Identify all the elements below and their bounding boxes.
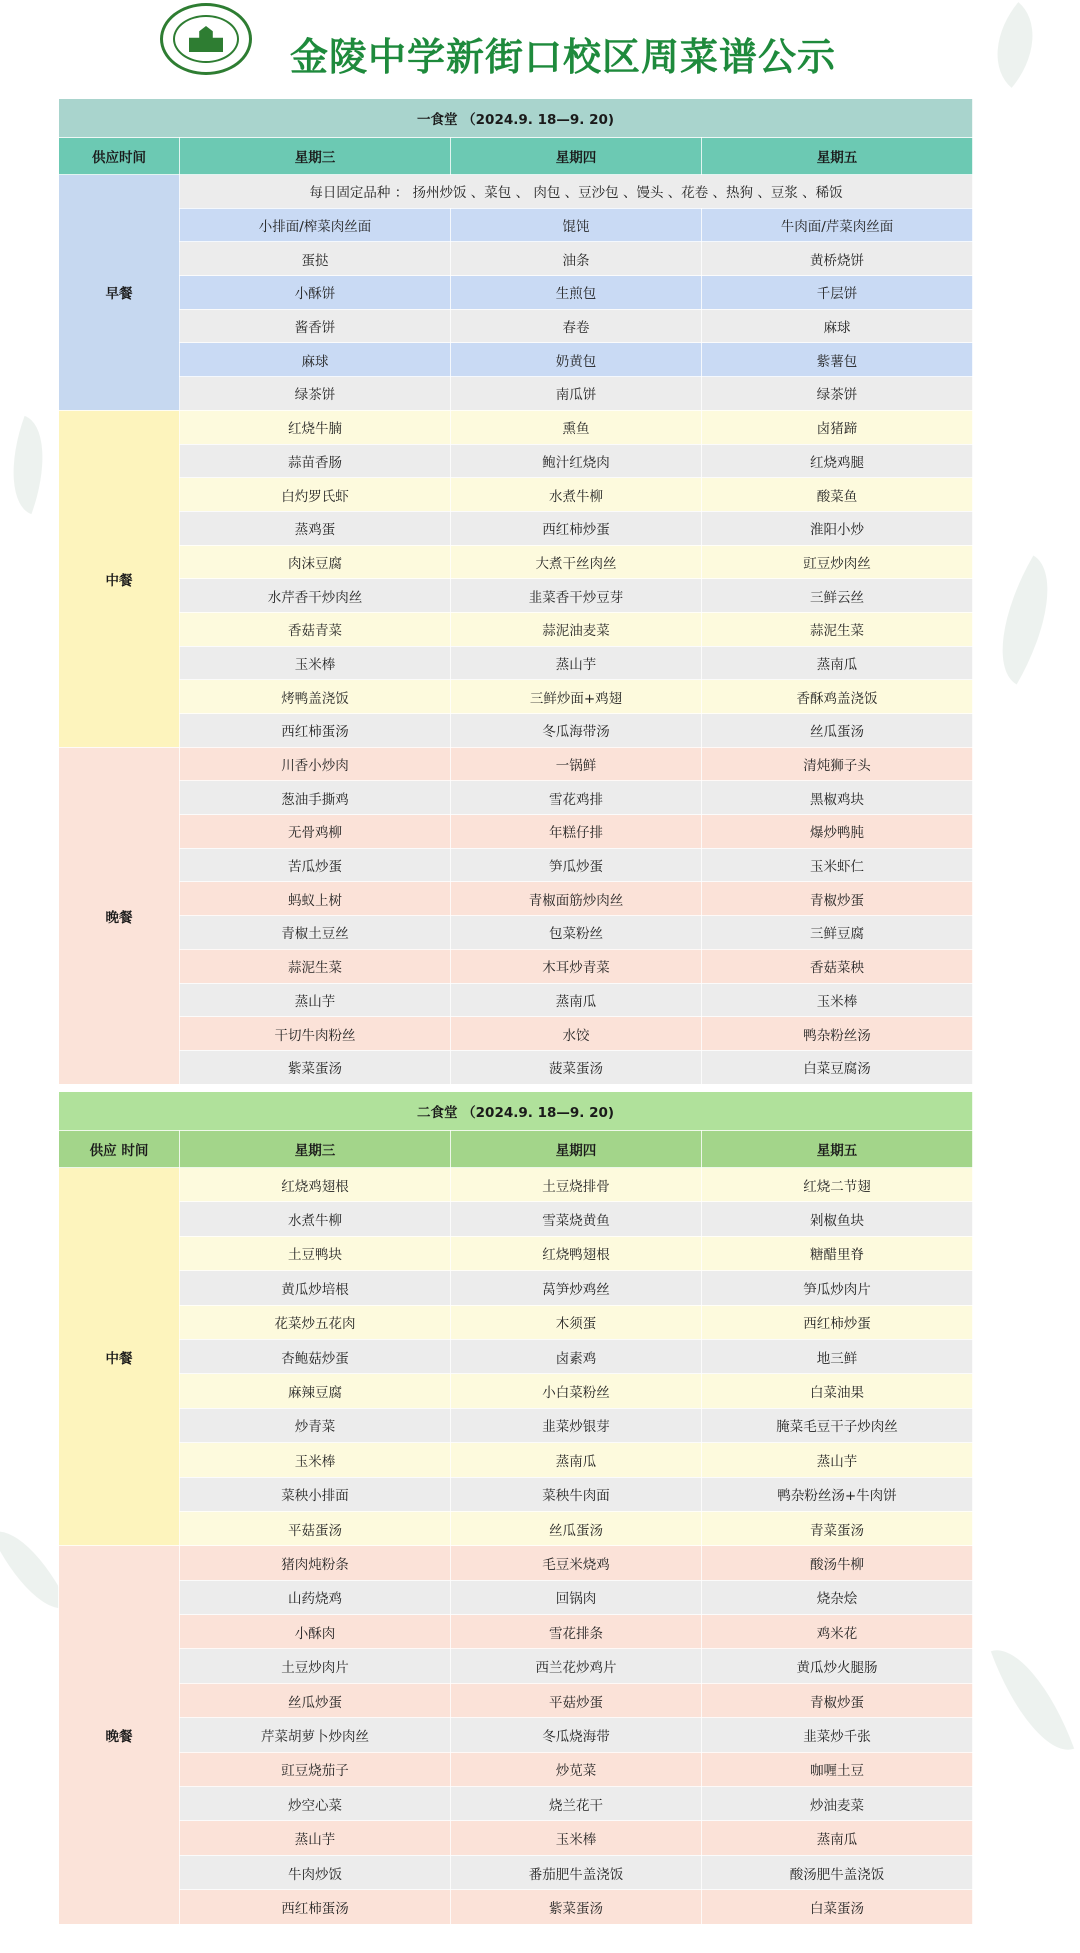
dish-cell: 韭菜香干炒豆芽 — [451, 579, 702, 613]
dish-cell: 香酥鸡盖浇饭 — [702, 680, 973, 714]
dish-cell: 蚂蚁上树 — [180, 882, 451, 916]
dish-cell: 山药烧鸡 — [180, 1580, 451, 1614]
menu-row — [59, 714, 973, 748]
dish-cell: 冬瓜海带汤 — [451, 714, 702, 748]
dish-cell: 紫菜蛋汤 — [451, 1890, 702, 1924]
leaf-decoration — [973, 556, 1076, 685]
leaf-decoration — [0, 416, 62, 514]
menu-row — [59, 983, 973, 1017]
dish-cell: 西红柿蛋汤 — [180, 714, 451, 748]
building-icon — [189, 26, 223, 52]
dish-cell: 卤猪蹄 — [702, 410, 973, 444]
dish-cell: 鲍汁红烧肉 — [451, 444, 702, 478]
dinner-label: 晚餐 — [59, 747, 180, 1084]
dish-cell: 杏鲍菇炒蛋 — [180, 1339, 451, 1373]
hall-title-row — [59, 1092, 973, 1131]
dish-cell: 雪菜烧黄鱼 — [451, 1202, 702, 1236]
dish-cell: 红烧二节翅 — [702, 1168, 973, 1202]
dish-cell: 白灼罗氏虾 — [180, 478, 451, 512]
dish-cell: 绿茶饼 — [180, 377, 451, 411]
menu-row — [59, 1855, 973, 1889]
dish-cell: 木须蛋 — [451, 1305, 702, 1339]
menu-row — [59, 242, 973, 276]
dish-cell: 西红柿蛋汤 — [180, 1890, 451, 1924]
dish-cell: 黑椒鸡块 — [702, 781, 973, 815]
dish-cell: 蒜苗香肠 — [180, 444, 451, 478]
menu-row — [59, 579, 973, 613]
dish-cell: 蒸南瓜 — [451, 983, 702, 1017]
menu-row — [59, 410, 973, 444]
dish-cell: 平菇炒蛋 — [451, 1683, 702, 1717]
dish-cell: 水煮牛柳 — [180, 1202, 451, 1236]
lunch-label: 中餐 — [59, 1168, 180, 1546]
dish-cell: 猪肉炖粉条 — [180, 1546, 451, 1580]
dish-cell: 酸菜鱼 — [702, 478, 973, 512]
dish-cell: 烧兰花干 — [451, 1787, 702, 1821]
dish-cell: 蒸南瓜 — [702, 1821, 973, 1855]
dish-cell: 干切牛肉粉丝 — [180, 1017, 451, 1051]
dish-cell: 麻球 — [180, 343, 451, 377]
dish-cell: 菜秧牛肉面 — [451, 1477, 702, 1511]
dish-cell: 花菜炒五花肉 — [180, 1305, 451, 1339]
dish-cell: 小酥肉 — [180, 1615, 451, 1649]
dish-cell: 卤素鸡 — [451, 1339, 702, 1373]
dish-cell: 大煮干丝肉丝 — [451, 545, 702, 579]
dish-cell: 土豆烧排骨 — [451, 1168, 702, 1202]
dish-cell: 川香小炒肉 — [180, 747, 451, 781]
dish-cell: 蒸山芋 — [702, 1443, 973, 1477]
dish-cell: 烧杂烩 — [702, 1580, 973, 1614]
dish-cell: 蒸南瓜 — [451, 1443, 702, 1477]
dish-cell: 蛋挞 — [180, 242, 451, 276]
menu-row — [59, 1339, 973, 1373]
menu-row — [59, 1580, 973, 1614]
menu-row — [59, 848, 973, 882]
hall-title: 二食堂 （2024.9. 18—9. 20) — [59, 1092, 973, 1131]
menu-row — [59, 949, 973, 983]
menu-row — [59, 1017, 973, 1051]
dish-cell: 蒜泥生菜 — [180, 949, 451, 983]
dish-cell: 青菜蛋汤 — [702, 1511, 973, 1545]
dish-cell: 麻辣豆腐 — [180, 1374, 451, 1408]
dish-cell: 玉米棒 — [180, 646, 451, 680]
dish-cell: 酸汤牛柳 — [702, 1546, 973, 1580]
dish-cell: 剁椒鱼块 — [702, 1202, 973, 1236]
dish-cell: 木耳炒青菜 — [451, 949, 702, 983]
dish-cell: 绿茶饼 — [702, 377, 973, 411]
dish-cell: 芹菜胡萝卜炒肉丝 — [180, 1718, 451, 1752]
dish-cell: 白菜蛋汤 — [702, 1890, 973, 1924]
dish-cell: 豇豆烧茄子 — [180, 1752, 451, 1786]
dish-cell: 番茄肥牛盖浇饭 — [451, 1855, 702, 1889]
dish-cell: 冬瓜烧海带 — [451, 1718, 702, 1752]
dish-cell: 回锅肉 — [451, 1580, 702, 1614]
dish-cell: 鸡米花 — [702, 1615, 973, 1649]
menu-row — [59, 1615, 973, 1649]
menu-row — [59, 1374, 973, 1408]
menu-row — [59, 680, 973, 714]
dish-cell: 春卷 — [451, 309, 702, 343]
dish-cell: 包菜粉丝 — [451, 916, 702, 950]
hall1-menu-table — [58, 98, 973, 1085]
menu-row — [59, 343, 973, 377]
time-column-header: 供应时间 — [59, 138, 180, 175]
menu-row — [59, 1305, 973, 1339]
dish-cell: 黄桥烧饼 — [702, 242, 973, 276]
dish-cell: 苦瓜炒蛋 — [180, 848, 451, 882]
dish-cell: 紫薯包 — [702, 343, 973, 377]
menu-row — [59, 815, 973, 849]
menu-row — [59, 478, 973, 512]
menu-row — [59, 1443, 973, 1477]
menu-row — [59, 1168, 973, 1202]
dish-cell: 玉米棒 — [451, 1821, 702, 1855]
menu-row — [59, 276, 973, 310]
dish-cell: 一锅鲜 — [451, 747, 702, 781]
menu-row — [59, 1821, 973, 1855]
dish-cell: 平菇蛋汤 — [180, 1511, 451, 1545]
menu-row — [59, 916, 973, 950]
menu-row — [59, 1408, 973, 1442]
page-title: 金陵中学新街口校区周菜谱公示 — [290, 35, 837, 79]
menu-row — [59, 1236, 973, 1270]
dish-cell: 酸汤肥牛盖浇饭 — [702, 1855, 973, 1889]
fixed-items-text: 每日固定品种 ： 扬州炒饭 、菜包 、 肉包 、豆沙包 、馒头 、花卷 、热狗 、豆浆 、稀饭 — [180, 175, 973, 209]
menu-row — [59, 1511, 973, 1545]
dish-cell: 莴笋炒鸡丝 — [451, 1271, 702, 1305]
menu-row — [59, 747, 973, 781]
dish-cell: 炒油麦菜 — [702, 1787, 973, 1821]
dish-cell: 雪花排条 — [451, 1615, 702, 1649]
menu-row — [59, 612, 973, 646]
dish-cell: 三鲜云丝 — [702, 579, 973, 613]
dish-cell: 黄瓜炒火腿肠 — [702, 1649, 973, 1683]
menu-row — [59, 1649, 973, 1683]
menu-row — [59, 208, 973, 242]
dish-cell: 生煎包 — [451, 276, 702, 310]
dish-cell: 牛肉炒饭 — [180, 1855, 451, 1889]
day-column-header: 星期四 — [451, 138, 702, 175]
dish-cell: 土豆鸭块 — [180, 1236, 451, 1270]
dish-cell: 蒸鸡蛋 — [180, 511, 451, 545]
dish-cell: 南瓜饼 — [451, 377, 702, 411]
menu-row — [59, 1718, 973, 1752]
dish-cell: 无骨鸡柳 — [180, 815, 451, 849]
dish-cell: 奶黄包 — [451, 343, 702, 377]
dish-cell: 腌菜毛豆干子炒肉丝 — [702, 1408, 973, 1442]
lunch-label: 中餐 — [59, 410, 180, 747]
dish-cell: 白菜油果 — [702, 1374, 973, 1408]
dish-cell: 土豆炒肉片 — [180, 1649, 451, 1683]
dish-cell: 白菜豆腐汤 — [702, 1050, 973, 1084]
dish-cell: 玉米虾仁 — [702, 848, 973, 882]
dish-cell: 青椒炒蛋 — [702, 1683, 973, 1717]
hall-title-row — [59, 99, 973, 138]
dish-cell: 炒空心菜 — [180, 1787, 451, 1821]
dish-cell: 笋瓜炒蛋 — [451, 848, 702, 882]
dish-cell: 西红柿炒蛋 — [702, 1305, 973, 1339]
dish-cell: 红烧鸡翅根 — [180, 1168, 451, 1202]
dish-cell: 烤鸭盖浇饭 — [180, 680, 451, 714]
dish-cell: 雪花鸡排 — [451, 781, 702, 815]
dish-cell: 韭菜炒银芽 — [451, 1408, 702, 1442]
dish-cell: 玉米棒 — [180, 1443, 451, 1477]
dish-cell: 水芹香干炒肉丝 — [180, 579, 451, 613]
dish-cell: 丝瓜炒蛋 — [180, 1683, 451, 1717]
dish-cell: 麻球 — [702, 309, 973, 343]
dish-cell: 西兰花炒鸡片 — [451, 1649, 702, 1683]
menu-row — [59, 309, 973, 343]
dish-cell: 熏鱼 — [451, 410, 702, 444]
menu-row — [59, 646, 973, 680]
menu-row — [59, 1050, 973, 1084]
dish-cell: 油条 — [451, 242, 702, 276]
dish-cell: 年糕仔排 — [451, 815, 702, 849]
hall-title: 一食堂 （2024.9. 18—9. 20) — [59, 99, 973, 138]
dish-cell: 淮阳小炒 — [702, 511, 973, 545]
dish-cell: 爆炒鸭肫 — [702, 815, 973, 849]
dish-cell: 笋瓜炒肉片 — [702, 1271, 973, 1305]
dish-cell: 黄瓜炒培根 — [180, 1271, 451, 1305]
menu-row — [59, 1202, 973, 1236]
dish-cell: 丝瓜蛋汤 — [702, 714, 973, 748]
dish-cell: 红烧鸡腿 — [702, 444, 973, 478]
menu-row — [59, 1683, 973, 1717]
dish-cell: 蒸山芋 — [180, 1821, 451, 1855]
school-logo — [160, 3, 252, 75]
page-header — [0, 0, 1080, 92]
dish-cell: 红烧鸭翅根 — [451, 1236, 702, 1270]
dish-cell: 豇豆炒肉丝 — [702, 545, 973, 579]
dish-cell: 小白菜粉丝 — [451, 1374, 702, 1408]
dish-cell: 丝瓜蛋汤 — [451, 1511, 702, 1545]
dinner-label: 晚餐 — [59, 1546, 180, 1924]
menu-row — [59, 781, 973, 815]
dish-cell: 紫菜蛋汤 — [180, 1050, 451, 1084]
dish-cell: 水饺 — [451, 1017, 702, 1051]
dish-cell: 三鲜炒面+鸡翅 — [451, 680, 702, 714]
dish-cell: 青椒面筋炒肉丝 — [451, 882, 702, 916]
dish-cell: 鸭杂粉丝汤+牛肉饼 — [702, 1477, 973, 1511]
column-header-row — [59, 1131, 973, 1168]
menu-row — [59, 1546, 973, 1580]
dish-cell: 菠菜蛋汤 — [451, 1050, 702, 1084]
dish-cell: 蒸山芋 — [451, 646, 702, 680]
menu-row — [59, 511, 973, 545]
dish-cell: 糖醋里脊 — [702, 1236, 973, 1270]
menu-row — [59, 1477, 973, 1511]
menu-row — [59, 545, 973, 579]
dish-cell: 葱油手撕鸡 — [180, 781, 451, 815]
dish-cell: 蒜泥油麦菜 — [451, 612, 702, 646]
menu-row — [59, 882, 973, 916]
dish-cell: 韭菜炒千张 — [702, 1718, 973, 1752]
breakfast-label: 早餐 — [59, 175, 180, 411]
dish-cell: 炒青菜 — [180, 1408, 451, 1442]
dish-cell: 鸭杂粉丝汤 — [702, 1017, 973, 1051]
fixed-items-row — [59, 175, 973, 209]
leaf-decoration — [991, 1636, 1074, 1764]
time-column-header: 供应 时间 — [59, 1131, 180, 1168]
day-column-header: 星期五 — [702, 1131, 973, 1168]
menu-row — [59, 1752, 973, 1786]
dish-cell: 咖喱土豆 — [702, 1752, 973, 1786]
dish-cell: 青椒炒蛋 — [702, 882, 973, 916]
hall2-menu-table — [58, 1091, 973, 1925]
dish-cell: 红烧牛腩 — [180, 410, 451, 444]
dish-cell: 蒜泥生菜 — [702, 612, 973, 646]
dish-cell: 香菇青菜 — [180, 612, 451, 646]
menu-row — [59, 1271, 973, 1305]
day-column-header: 星期五 — [702, 138, 973, 175]
dish-cell: 青椒土豆丝 — [180, 916, 451, 950]
dish-cell: 清炖狮子头 — [702, 747, 973, 781]
dish-cell: 千层饼 — [702, 276, 973, 310]
dish-cell: 蒸南瓜 — [702, 646, 973, 680]
dish-cell: 炒苋菜 — [451, 1752, 702, 1786]
dish-cell: 肉沫豆腐 — [180, 545, 451, 579]
dish-cell: 西红柿炒蛋 — [451, 511, 702, 545]
menu-row — [59, 1890, 973, 1924]
dish-cell: 小酥饼 — [180, 276, 451, 310]
dish-cell: 水煮牛柳 — [451, 478, 702, 512]
dish-cell: 三鲜豆腐 — [702, 916, 973, 950]
dish-cell: 香菇菜秧 — [702, 949, 973, 983]
dish-cell: 菜秧小排面 — [180, 1477, 451, 1511]
dish-cell: 玉米棒 — [702, 983, 973, 1017]
dish-cell: 牛肉面/芹菜肉丝面 — [702, 208, 973, 242]
day-column-header: 星期四 — [451, 1131, 702, 1168]
dish-cell: 馄饨 — [451, 208, 702, 242]
dish-cell: 毛豆米烧鸡 — [451, 1546, 702, 1580]
day-column-header: 星期三 — [180, 1131, 451, 1168]
dish-cell: 酱香饼 — [180, 309, 451, 343]
dish-cell: 蒸山芋 — [180, 983, 451, 1017]
day-column-header: 星期三 — [180, 138, 451, 175]
menu-row — [59, 1787, 973, 1821]
menu-row — [59, 377, 973, 411]
dish-cell: 小排面/榨菜肉丝面 — [180, 208, 451, 242]
dish-cell: 地三鲜 — [702, 1339, 973, 1373]
menu-row — [59, 444, 973, 478]
column-header-row — [59, 138, 973, 175]
